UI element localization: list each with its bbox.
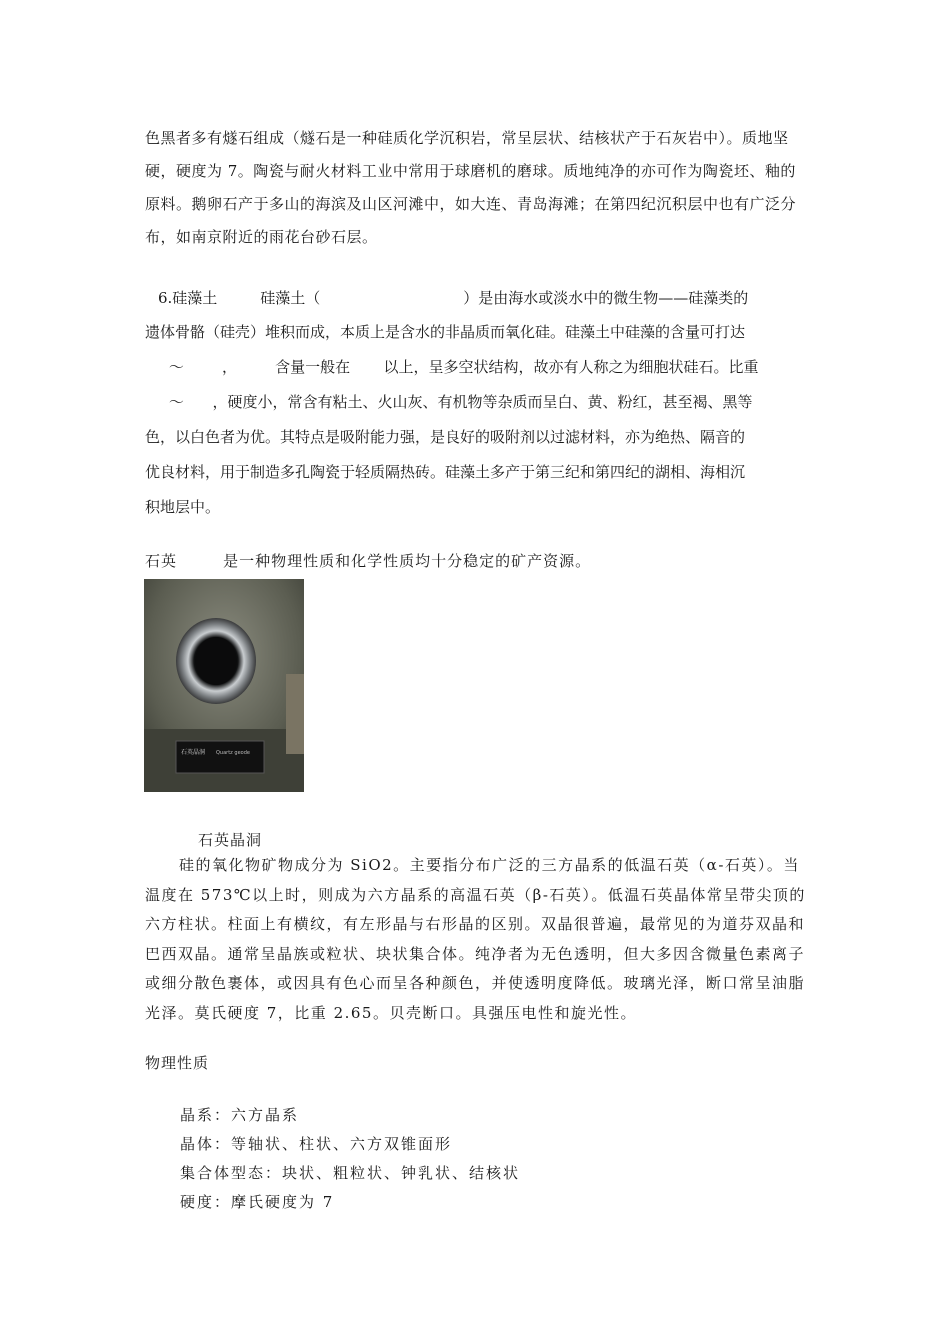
geode-image bbox=[144, 579, 304, 792]
photo-caption: 石英晶洞 bbox=[198, 831, 263, 849]
diatomite-line-1: 6.硅藻土 硅藻土（ ）是由海水或淡水中的微生物——硅藻类的 bbox=[158, 289, 749, 307]
property-hardness: 硬度：摩氏硬度为 7 bbox=[180, 1193, 335, 1211]
paragraph-quartz: 硅的氧化物矿物成分为 SiO2。主要指分布广泛的三方晶系的低温石英（α-石英）。当温度在 573℃以上时，则成为六方晶系的高温石英（β-石英）。低温石英晶体常呈带尖顶的六方柱状。柱面上有横纹，有左形晶与右形晶的区别。双晶很普遍，最常见的为道芬双晶和巴西双晶。通常呈晶族或粒状、块状集合体。纯净者为无色透明，但大多因含微量色素离子或细分散色裹体，或因具有色心而呈各种颜色，并使透明度降低。玻璃光泽，断口常呈油脂光泽。莫氏硬度 7，比重 2.65。贝壳断口。具强压电性和旋光性。 bbox=[145, 856, 806, 1022]
diatomite-line-3: ～ ， 含量一般在 以上，呈多空状结构，故亦有人称之为细胞状硅石。比重 bbox=[145, 358, 759, 376]
quartz-heading: 石英 是一种物理性质和化学性质均十分稳定的矿产资源。 bbox=[145, 552, 592, 570]
paragraph-flint: 色黑者多有燧石组成（燧石是一种硅质化学沉积岩，常呈层状、结核状产于石灰岩中）。质地坚硬，硬度为 7。陶瓷与耐火材料工业中常用于球磨机的磨球。质地纯净的亦可作为陶瓷坯、釉的原料。鹅卵石产于多山的海滨及山区河滩中，如大连、青岛海滩；在第四纪沉积层中也有广泛分布，如南京附近的雨花台砂石层。 bbox=[145, 129, 797, 246]
property-crystal-habit: 晶体：等轴状、柱状、六方双锥面形 bbox=[180, 1135, 453, 1153]
diatomite-line-4: ～ ，硬度小，常含有粘土、火山灰、有机物等杂质而呈白、黄、粉红，甚至褐、黑等 bbox=[145, 393, 753, 411]
physical-properties-heading: 物理性质 bbox=[145, 1054, 210, 1072]
photo-label-en: Quartz geode bbox=[216, 750, 250, 756]
diatomite-line-7: 积地层中。 bbox=[145, 498, 221, 516]
photo-label-cn: 石英晶洞 bbox=[181, 749, 206, 756]
property-aggregate-form: 集合体型态：块状、粗粒状、钟乳状、结核状 bbox=[180, 1164, 521, 1182]
diatomite-line-6: 优良材料，用于制造多孔陶瓷于轻质隔热砖。硅藻土多产于第三纪和第四纪的湖相、海相沉 bbox=[145, 463, 746, 481]
property-crystal-system: 晶系：六方晶系 bbox=[180, 1106, 300, 1124]
quartz-geode-photo bbox=[144, 579, 304, 792]
diatomite-line-2: 遗体骨骼（硅壳）堆积而成，本质上是含水的非晶质而氧化硅。硅藻土中硅藻的含量可打达 bbox=[145, 323, 746, 341]
diatomite-line-5: 色，以白色者为优。其特点是吸附能力强，是良好的吸附剂以过滤材料，亦为绝热、隔音的 bbox=[145, 428, 746, 446]
